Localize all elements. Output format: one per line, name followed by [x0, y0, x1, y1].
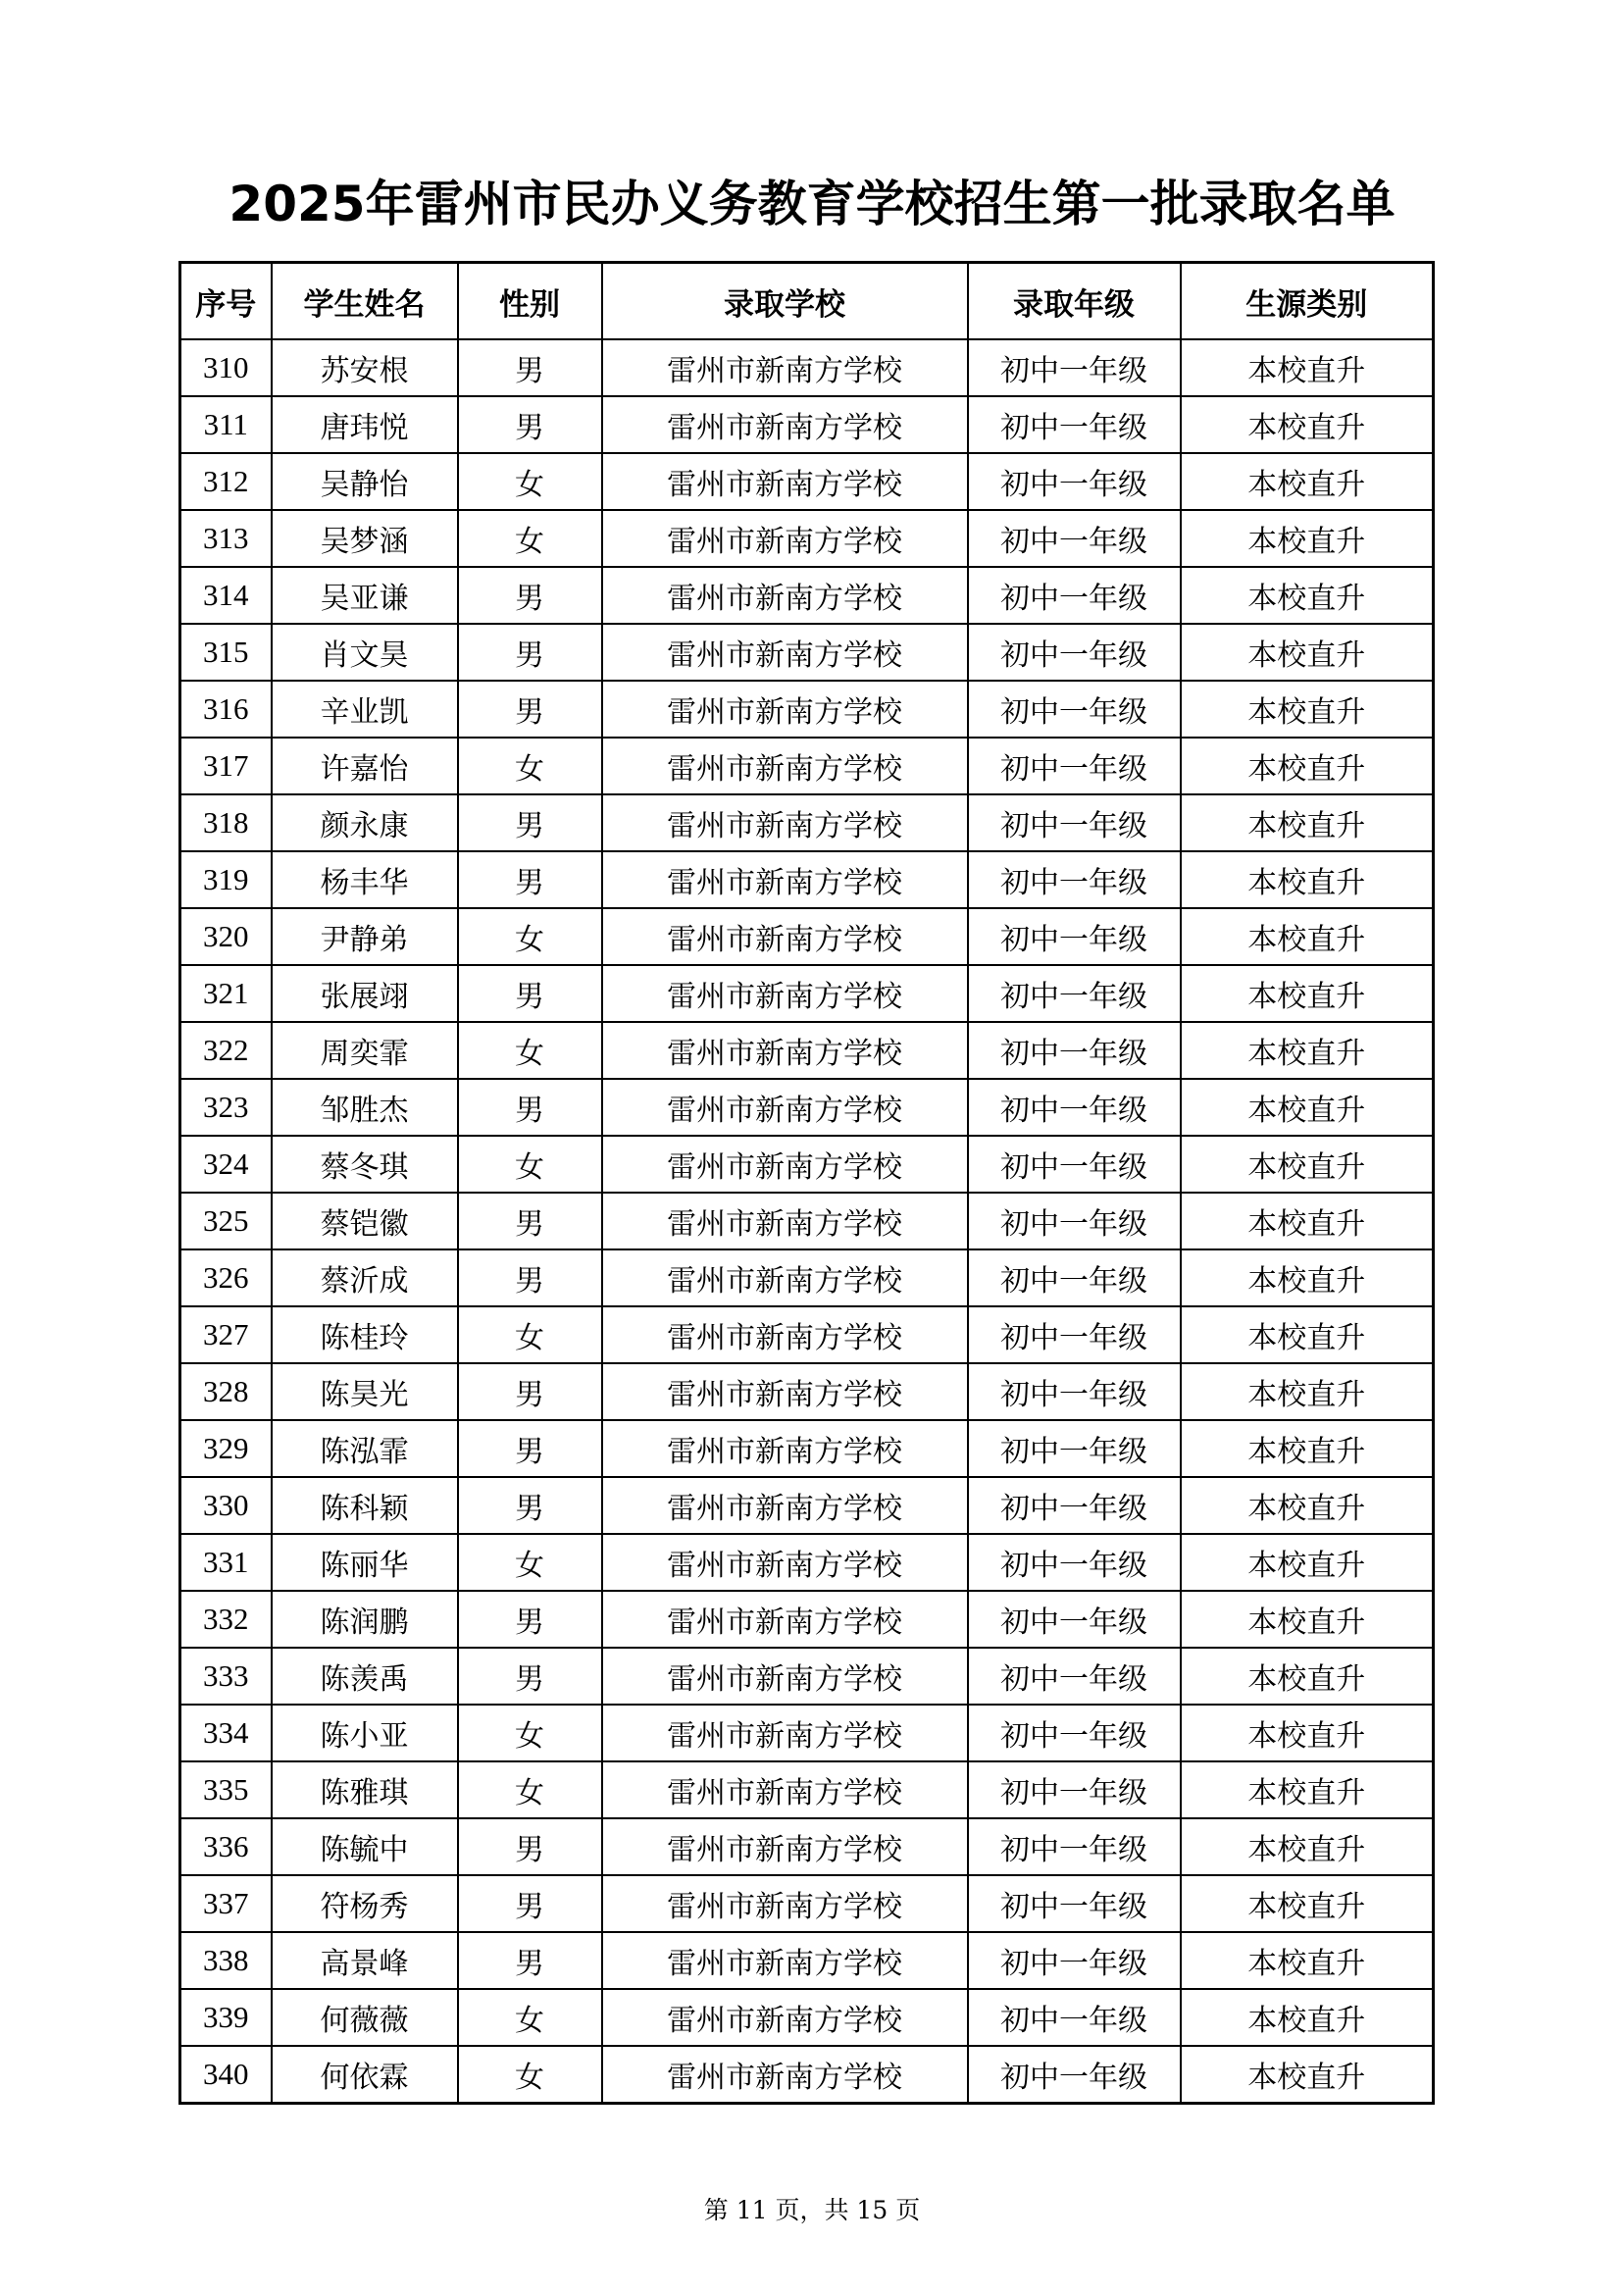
table-row [180, 624, 1434, 681]
serial-number-cell: 333 [180, 1648, 272, 1705]
table-row [180, 1761, 1434, 1818]
serial-number-cell: 320 [180, 908, 272, 965]
table-row [180, 1818, 1434, 1875]
school-cell: 雷州市新南方学校 [602, 1761, 968, 1818]
grade-cell: 初中一年级 [968, 1648, 1181, 1705]
school-cell: 雷州市新南方学校 [602, 1363, 968, 1420]
source-category-cell: 本校直升 [1181, 1932, 1434, 1989]
student-name-cell: 张展翊 [272, 965, 458, 1022]
serial-number-cell: 323 [180, 1079, 272, 1136]
serial-number-cell: 321 [180, 965, 272, 1022]
gender-cell: 男 [458, 1932, 602, 1989]
source-category-cell: 本校直升 [1181, 510, 1434, 567]
gender-cell: 男 [458, 1591, 602, 1648]
table-row [180, 1932, 1434, 1989]
student-name-cell: 陈小亚 [272, 1705, 458, 1761]
header-source-category: 生源类别 [1181, 263, 1434, 340]
student-name-cell: 陈丽华 [272, 1534, 458, 1591]
school-cell: 雷州市新南方学校 [602, 1591, 968, 1648]
gender-cell: 男 [458, 567, 602, 624]
student-name-cell: 苏安根 [272, 339, 458, 396]
grade-cell: 初中一年级 [968, 1193, 1181, 1249]
student-name-cell: 吴静怡 [272, 453, 458, 510]
school-cell: 雷州市新南方学校 [602, 1648, 968, 1705]
table-row [180, 1591, 1434, 1648]
serial-number-cell: 312 [180, 453, 272, 510]
grade-cell: 初中一年级 [968, 510, 1181, 567]
student-name-cell: 颜永康 [272, 794, 458, 851]
source-category-cell: 本校直升 [1181, 794, 1434, 851]
serial-number-cell: 318 [180, 794, 272, 851]
table-row [180, 1022, 1434, 1079]
gender-cell: 男 [458, 681, 602, 738]
student-name-cell: 高景峰 [272, 1932, 458, 1989]
gender-cell: 男 [458, 396, 602, 453]
table-row [180, 1534, 1434, 1591]
school-cell: 雷州市新南方学校 [602, 510, 968, 567]
table-row [180, 1306, 1434, 1363]
student-name-cell: 陈昊光 [272, 1363, 458, 1420]
school-cell: 雷州市新南方学校 [602, 1818, 968, 1875]
gender-cell: 男 [458, 339, 602, 396]
header-admitted-grade: 录取年级 [968, 263, 1181, 340]
table-row [180, 738, 1434, 794]
student-name-cell: 陈科颖 [272, 1477, 458, 1534]
table-row [180, 339, 1434, 396]
source-category-cell: 本校直升 [1181, 965, 1434, 1022]
school-cell: 雷州市新南方学校 [602, 1022, 968, 1079]
header-admitted-school: 录取学校 [602, 263, 968, 340]
school-cell: 雷州市新南方学校 [602, 1193, 968, 1249]
school-cell: 雷州市新南方学校 [602, 794, 968, 851]
source-category-cell: 本校直升 [1181, 1022, 1434, 1079]
school-cell: 雷州市新南方学校 [602, 1420, 968, 1477]
student-name-cell: 吴梦涵 [272, 510, 458, 567]
serial-number-cell: 325 [180, 1193, 272, 1249]
serial-number-cell: 314 [180, 567, 272, 624]
student-name-cell: 陈羡禹 [272, 1648, 458, 1705]
page-title: 2025年雷州市民办义务教育学校招生第一批录取名单 [228, 176, 1396, 232]
grade-cell: 初中一年级 [968, 1705, 1181, 1761]
gender-cell: 男 [458, 1249, 602, 1306]
serial-number-cell: 315 [180, 624, 272, 681]
student-name-cell: 陈雅琪 [272, 1761, 458, 1818]
school-cell: 雷州市新南方学校 [602, 681, 968, 738]
gender-cell: 男 [458, 1193, 602, 1249]
serial-number-cell: 317 [180, 738, 272, 794]
grade-cell: 初中一年级 [968, 1761, 1181, 1818]
table-header-row [180, 263, 1434, 340]
school-cell: 雷州市新南方学校 [602, 908, 968, 965]
source-category-cell: 本校直升 [1181, 1079, 1434, 1136]
source-category-cell: 本校直升 [1181, 851, 1434, 908]
serial-number-cell: 319 [180, 851, 272, 908]
school-cell: 雷州市新南方学校 [602, 1875, 968, 1932]
grade-cell: 初中一年级 [968, 567, 1181, 624]
table-row [180, 510, 1434, 567]
table-row [180, 2046, 1434, 2104]
grade-cell: 初中一年级 [968, 1477, 1181, 1534]
source-category-cell: 本校直升 [1181, 567, 1434, 624]
school-cell: 雷州市新南方学校 [602, 453, 968, 510]
grade-cell: 初中一年级 [968, 396, 1181, 453]
serial-number-cell: 335 [180, 1761, 272, 1818]
serial-number-cell: 337 [180, 1875, 272, 1932]
school-cell: 雷州市新南方学校 [602, 1079, 968, 1136]
school-cell: 雷州市新南方学校 [602, 851, 968, 908]
grade-cell: 初中一年级 [968, 1989, 1181, 2046]
student-name-cell: 陈泓霏 [272, 1420, 458, 1477]
table-row [180, 1705, 1434, 1761]
grade-cell: 初中一年级 [968, 965, 1181, 1022]
school-cell: 雷州市新南方学校 [602, 965, 968, 1022]
serial-number-cell: 327 [180, 1306, 272, 1363]
table-row [180, 851, 1434, 908]
gender-cell: 男 [458, 1363, 602, 1420]
header-student-name: 学生姓名 [272, 263, 458, 340]
source-category-cell: 本校直升 [1181, 1249, 1434, 1306]
student-name-cell: 何依霖 [272, 2046, 458, 2104]
table-row [180, 1136, 1434, 1193]
gender-cell: 男 [458, 1818, 602, 1875]
serial-number-cell: 328 [180, 1363, 272, 1420]
gender-cell: 男 [458, 794, 602, 851]
grade-cell: 初中一年级 [968, 624, 1181, 681]
source-category-cell: 本校直升 [1181, 1363, 1434, 1420]
serial-number-cell: 331 [180, 1534, 272, 1591]
source-category-cell: 本校直升 [1181, 1648, 1434, 1705]
grade-cell: 初中一年级 [968, 1932, 1181, 1989]
student-name-cell: 何薇薇 [272, 1989, 458, 2046]
grade-cell: 初中一年级 [968, 1079, 1181, 1136]
gender-cell: 女 [458, 1306, 602, 1363]
grade-cell: 初中一年级 [968, 1534, 1181, 1591]
source-category-cell: 本校直升 [1181, 453, 1434, 510]
school-cell: 雷州市新南方学校 [602, 1306, 968, 1363]
gender-cell: 男 [458, 1079, 602, 1136]
source-category-cell: 本校直升 [1181, 1193, 1434, 1249]
school-cell: 雷州市新南方学校 [602, 2046, 968, 2104]
source-category-cell: 本校直升 [1181, 738, 1434, 794]
gender-cell: 女 [458, 738, 602, 794]
serial-number-cell: 336 [180, 1818, 272, 1875]
serial-number-cell: 310 [180, 339, 272, 396]
table-row [180, 908, 1434, 965]
grade-cell: 初中一年级 [968, 1022, 1181, 1079]
gender-cell: 女 [458, 2046, 602, 2104]
gender-cell: 女 [458, 1022, 602, 1079]
serial-number-cell: 322 [180, 1022, 272, 1079]
student-name-cell: 符杨秀 [272, 1875, 458, 1932]
gender-cell: 男 [458, 1477, 602, 1534]
source-category-cell: 本校直升 [1181, 1534, 1434, 1591]
source-category-cell: 本校直升 [1181, 2046, 1434, 2104]
source-category-cell: 本校直升 [1181, 1420, 1434, 1477]
table-row [180, 681, 1434, 738]
grade-cell: 初中一年级 [968, 1875, 1181, 1932]
table-row [180, 1193, 1434, 1249]
grade-cell: 初中一年级 [968, 738, 1181, 794]
school-cell: 雷州市新南方学校 [602, 1477, 968, 1534]
grade-cell: 初中一年级 [968, 1591, 1181, 1648]
grade-cell: 初中一年级 [968, 339, 1181, 396]
source-category-cell: 本校直升 [1181, 1477, 1434, 1534]
gender-cell: 男 [458, 851, 602, 908]
school-cell: 雷州市新南方学校 [602, 738, 968, 794]
school-cell: 雷州市新南方学校 [602, 1534, 968, 1591]
gender-cell: 女 [458, 1705, 602, 1761]
school-cell: 雷州市新南方学校 [602, 339, 968, 396]
student-name-cell: 蔡沂成 [272, 1249, 458, 1306]
serial-number-cell: 332 [180, 1591, 272, 1648]
header-gender: 性别 [458, 263, 602, 340]
student-name-cell: 肖文昊 [272, 624, 458, 681]
source-category-cell: 本校直升 [1181, 681, 1434, 738]
table-row [180, 965, 1434, 1022]
student-name-cell: 陈润鹏 [272, 1591, 458, 1648]
gender-cell: 女 [458, 453, 602, 510]
student-name-cell: 周奕霏 [272, 1022, 458, 1079]
grade-cell: 初中一年级 [968, 1818, 1181, 1875]
student-name-cell: 蔡铠徽 [272, 1193, 458, 1249]
source-category-cell: 本校直升 [1181, 1136, 1434, 1193]
student-name-cell: 辛业凯 [272, 681, 458, 738]
gender-cell: 男 [458, 965, 602, 1022]
table-row [180, 1363, 1434, 1420]
grade-cell: 初中一年级 [968, 794, 1181, 851]
gender-cell: 女 [458, 1761, 602, 1818]
source-category-cell: 本校直升 [1181, 1591, 1434, 1648]
grade-cell: 初中一年级 [968, 681, 1181, 738]
table-row [180, 396, 1434, 453]
table-row [180, 1249, 1434, 1306]
source-category-cell: 本校直升 [1181, 396, 1434, 453]
student-name-cell: 唐玮悦 [272, 396, 458, 453]
serial-number-cell: 311 [180, 396, 272, 453]
source-category-cell: 本校直升 [1181, 1875, 1434, 1932]
school-cell: 雷州市新南方学校 [602, 567, 968, 624]
gender-cell: 女 [458, 510, 602, 567]
student-name-cell: 许嘉怡 [272, 738, 458, 794]
table-row [180, 1477, 1434, 1534]
school-cell: 雷州市新南方学校 [602, 1989, 968, 2046]
serial-number-cell: 313 [180, 510, 272, 567]
source-category-cell: 本校直升 [1181, 624, 1434, 681]
gender-cell: 男 [458, 1648, 602, 1705]
table-row [180, 453, 1434, 510]
serial-number-cell: 330 [180, 1477, 272, 1534]
source-category-cell: 本校直升 [1181, 1818, 1434, 1875]
table-row [180, 794, 1434, 851]
grade-cell: 初中一年级 [968, 1363, 1181, 1420]
school-cell: 雷州市新南方学校 [602, 1136, 968, 1193]
admission-table [178, 261, 1435, 2105]
table-row [180, 1420, 1434, 1477]
school-cell: 雷州市新南方学校 [602, 396, 968, 453]
student-name-cell: 杨丰华 [272, 851, 458, 908]
serial-number-cell: 339 [180, 1989, 272, 2046]
grade-cell: 初中一年级 [968, 1306, 1181, 1363]
gender-cell: 男 [458, 624, 602, 681]
source-category-cell: 本校直升 [1181, 1761, 1434, 1818]
table-row [180, 1989, 1434, 2046]
grade-cell: 初中一年级 [968, 851, 1181, 908]
header-serial-number: 序号 [180, 263, 272, 340]
grade-cell: 初中一年级 [968, 1136, 1181, 1193]
source-category-cell: 本校直升 [1181, 1306, 1434, 1363]
gender-cell: 女 [458, 1136, 602, 1193]
table-row [180, 567, 1434, 624]
table-row [180, 1648, 1434, 1705]
gender-cell: 女 [458, 1989, 602, 2046]
source-category-cell: 本校直升 [1181, 339, 1434, 396]
serial-number-cell: 338 [180, 1932, 272, 1989]
gender-cell: 女 [458, 1534, 602, 1591]
serial-number-cell: 326 [180, 1249, 272, 1306]
grade-cell: 初中一年级 [968, 1420, 1181, 1477]
gender-cell: 女 [458, 908, 602, 965]
serial-number-cell: 316 [180, 681, 272, 738]
school-cell: 雷州市新南方学校 [602, 1705, 968, 1761]
student-name-cell: 陈桂玲 [272, 1306, 458, 1363]
grade-cell: 初中一年级 [968, 2046, 1181, 2104]
page-number-footer: 第 11 页，共 15 页 [703, 2196, 921, 2224]
student-name-cell: 尹静弟 [272, 908, 458, 965]
student-name-cell: 蔡冬琪 [272, 1136, 458, 1193]
table-row [180, 1079, 1434, 1136]
source-category-cell: 本校直升 [1181, 1989, 1434, 2046]
serial-number-cell: 340 [180, 2046, 272, 2104]
table-row [180, 1875, 1434, 1932]
student-name-cell: 陈毓中 [272, 1818, 458, 1875]
school-cell: 雷州市新南方学校 [602, 1249, 968, 1306]
source-category-cell: 本校直升 [1181, 908, 1434, 965]
grade-cell: 初中一年级 [968, 908, 1181, 965]
source-category-cell: 本校直升 [1181, 1705, 1434, 1761]
school-cell: 雷州市新南方学校 [602, 624, 968, 681]
school-cell: 雷州市新南方学校 [602, 1932, 968, 1989]
student-name-cell: 吴亚谦 [272, 567, 458, 624]
serial-number-cell: 334 [180, 1705, 272, 1761]
table-body [180, 339, 1434, 2104]
grade-cell: 初中一年级 [968, 1249, 1181, 1306]
student-name-cell: 邹胜杰 [272, 1079, 458, 1136]
serial-number-cell: 324 [180, 1136, 272, 1193]
grade-cell: 初中一年级 [968, 453, 1181, 510]
serial-number-cell: 329 [180, 1420, 272, 1477]
gender-cell: 男 [458, 1420, 602, 1477]
gender-cell: 男 [458, 1875, 602, 1932]
